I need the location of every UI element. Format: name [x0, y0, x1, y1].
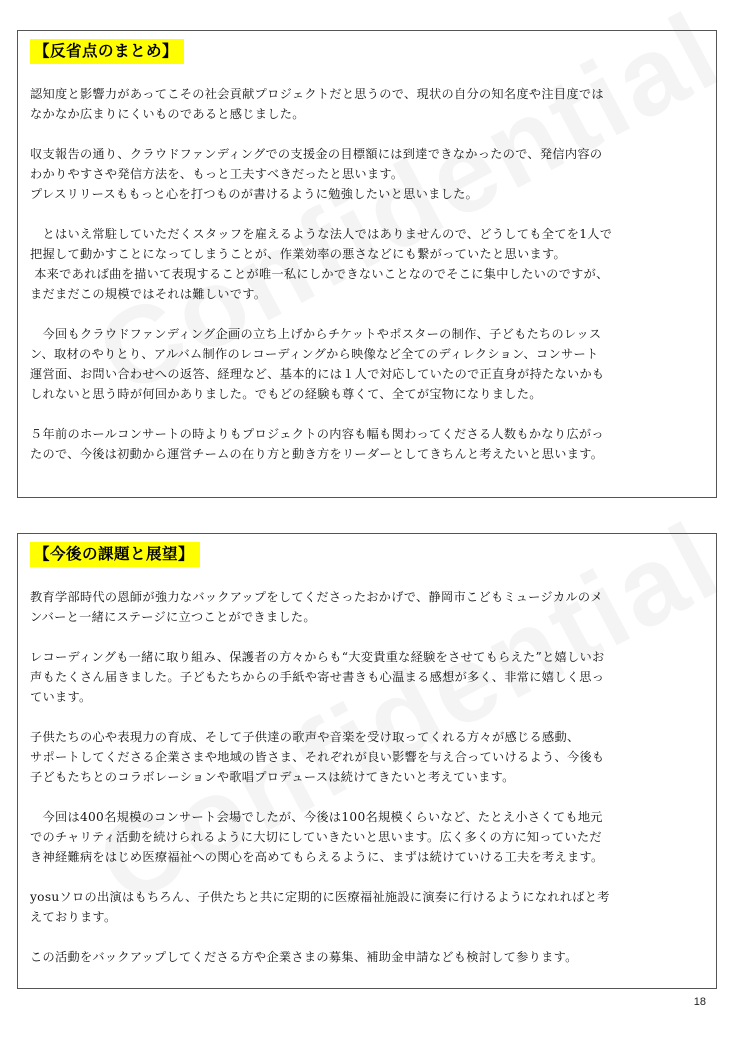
text-line: サポートしてくださる企業さまや地域の皆さま、それぞれが良い影響を与え合っていけるよう、今後も: [30, 750, 605, 764]
text-line: yosuソロの出演はもちろん、子供たちと共に定期的に医療福祉施設に演奏に行けるようになれればと考: [30, 890, 610, 904]
text-line: 声もたくさん届きました。子どもたちからの手紙や寄せ書きも心温まる感想が多く、非常に嬉しく思っ: [30, 670, 605, 684]
text-line: ン、取材のやりとり、アルバム制作のレコーディングから映像など全てのディレクション、コンサート: [30, 347, 599, 361]
text-line: なかなか広まりにくいものであると感じました。: [30, 107, 305, 121]
paragraph: [30, 587, 706, 627]
section-heading: 【今後の課題と展望】: [30, 542, 200, 567]
text-line: えております。: [30, 910, 117, 924]
paragraph: [30, 324, 706, 404]
text-line: 子供たちの心や表現力の育成、そして子供達の歌声や音楽を受け取ってくれる方々が感じる感動、: [30, 730, 580, 744]
text-line: き神経難病をはじめ医療福祉への関心を高めてもらえるように、まずは続けていける工夫を考えます。: [30, 850, 604, 864]
text-line: たので、今後は初動から運営チームの在り方と動き方をリーダーとしてきちんと考えたいと思います。: [30, 447, 604, 461]
paragraph: [30, 727, 706, 787]
section-heading: 【反省点のまとめ】: [30, 39, 184, 64]
text-line: 把握して動かすことになってしまうことが、作業効率の悪さなどにも繋がっていたと思います。: [30, 247, 566, 261]
text-line: 子どもたちとのコラボレーションや歌唱プロデュースは続けてきたいと考えています。: [30, 770, 515, 784]
text-line: 収支報告の通り、クラウドファンディングでの支援金の目標額には到達できなかったので、発信内容の: [30, 147, 603, 161]
text-line: まだまだこの規模ではそれは難しいです。: [30, 287, 267, 301]
text-line: ンバーと一緒にステージに立つことができました。: [30, 610, 316, 624]
text-line: わかりやすさや発信方法を、もっと工夫すべきだったと思います。: [30, 167, 404, 181]
page-number: 18: [693, 996, 706, 1008]
text-line: しれないと思う時が何回かありました。でもどの経験も尊くて、全てが宝物になりました。: [30, 387, 542, 401]
text-line: 認知度と影響力があってこその社会貢献プロジェクトだと思うので、現状の自分の知名度や注目度では: [30, 87, 604, 101]
paragraph: [30, 947, 706, 967]
future-outlook-section: [17, 533, 717, 989]
text-line: 今回は400名規模のコンサート会場でしたが、今後は100名規模くらいなど、たとえ小さくても地元: [30, 810, 603, 824]
section-body: [30, 587, 706, 967]
paragraph: [30, 424, 706, 464]
paragraph: [30, 84, 706, 124]
section-body: [30, 84, 706, 464]
text-line: レコーディングも一緒に取り組み、保護者の方々からも“大変貴重な経験をさせてもらえた”と嬉しいお: [30, 650, 605, 664]
paragraph: [30, 224, 706, 304]
text-line: でのチャリティ活動を続けられるように大切にしていきたいと思います。広く多くの方に知っていただ: [30, 830, 602, 844]
paragraph: [30, 887, 706, 927]
text-line: 教育学部時代の恩師が強力なバックアップをしてくださったおかげで、静岡市こどもミュージカルのメ: [30, 590, 603, 604]
text-line: とはいえ常駐していただくスタッフを雇えるような法人ではありませんので、どうしても全てを1人で: [30, 227, 613, 241]
text-line: ています。: [30, 690, 92, 704]
paragraph: [30, 647, 706, 707]
reflection-section: [17, 30, 717, 498]
paragraph: [30, 144, 706, 204]
text-line: 本来であれば曲を描いて表現することが唯一私にしかできないことなのでそこに集中したいのですが、: [30, 267, 609, 281]
paragraph: [30, 807, 706, 867]
text-line: この活動をバックアップしてくださる方や企業さまの募集、補助金申請なども検討して参ります。: [30, 950, 578, 964]
text-line: 運営面、お問い合わせへの返答、経理など、基本的には１人で対応していたので正直身が持たないかも: [30, 367, 605, 381]
text-line: ５年前のホールコンサートの時よりもプロジェクトの内容も幅も関わってくださる人数もかなり広がっ: [30, 427, 604, 441]
text-line: 今回もクラウドファンディング企画の立ち上げからチケットやポスターの制作、子どもたちのレッス: [30, 327, 602, 341]
text-line: プレスリリースももっと心を打つものが書けるように勉強したいと思いました。: [30, 187, 479, 201]
